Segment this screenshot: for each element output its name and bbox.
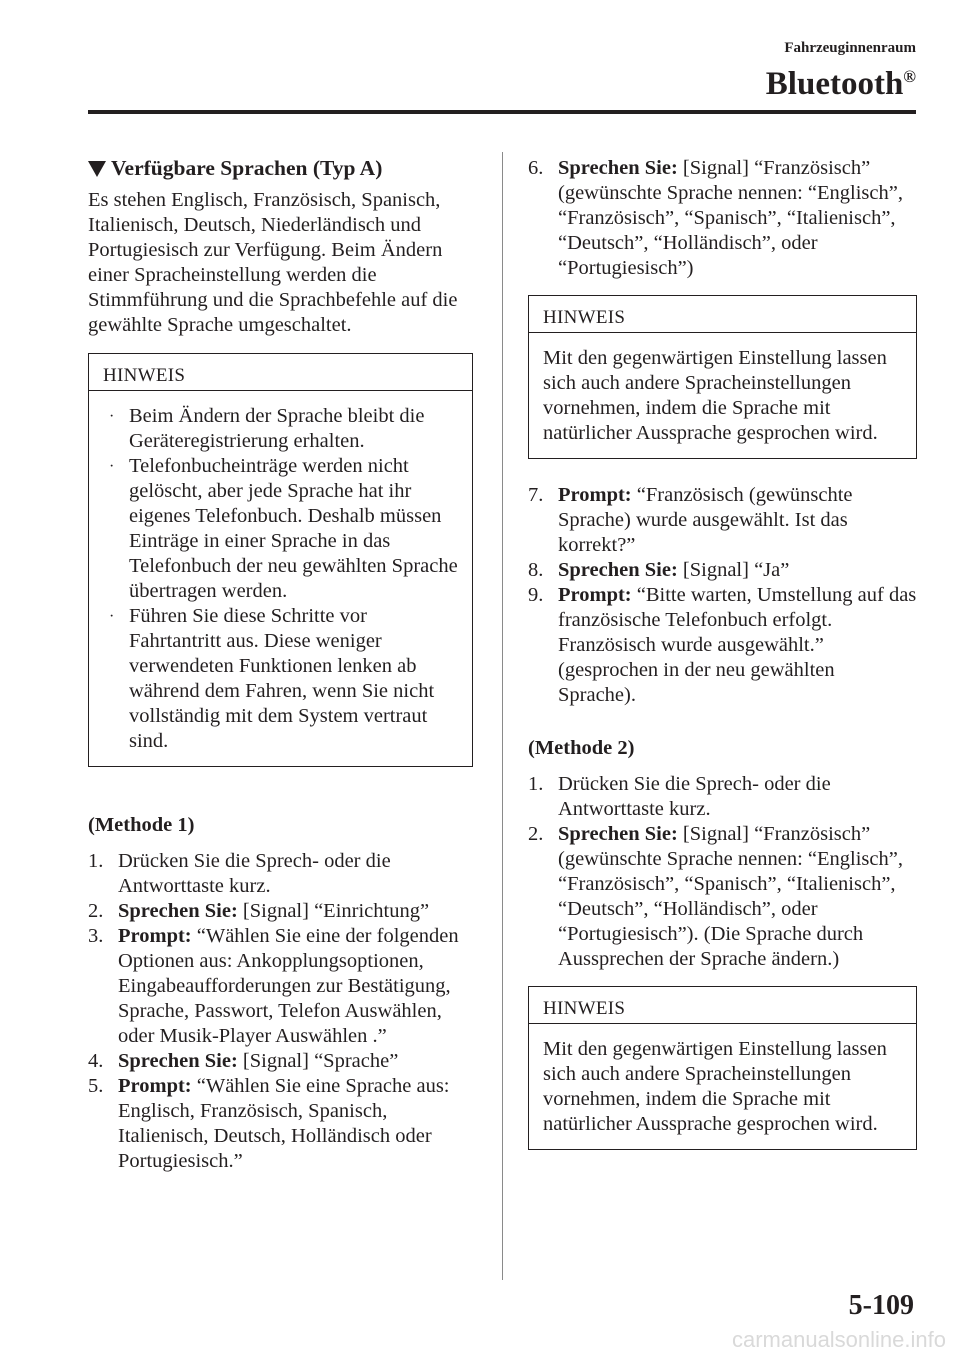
note-box (88, 353, 473, 767)
step-label: Sprechen Sie: (558, 823, 678, 845)
note-box (528, 986, 917, 1150)
step-label: Sprechen Sie: (558, 559, 678, 581)
method-2-heading: (Methode 2) (528, 737, 635, 759)
chapter-title-text: Bluetooth (765, 66, 904, 102)
step-number: 3. (88, 925, 104, 947)
step-number: 7. (528, 484, 544, 506)
step-label: Prompt: (558, 584, 632, 606)
section-heading-text: Verfügbare Sprachen (Typ A) (111, 156, 383, 180)
step-text: “Wählen Sie eine Sprache aus: Englisch, Französisch, Spanisch, Italienisch, Deutsch, Holländisch oder Portugiesisch.” (118, 1075, 450, 1172)
note-title: HINWEIS (529, 296, 916, 333)
step-item (88, 899, 473, 924)
bullet-dot-icon: · (109, 608, 115, 625)
step-number: 1. (528, 773, 544, 795)
section-label: Fahrzeuginnenraum (784, 40, 916, 56)
step-text: Drücken Sie die Sprech- oder die Antworttaste kurz. (118, 850, 391, 897)
step-item (528, 822, 917, 972)
step-label: Prompt: (118, 925, 192, 947)
step-number: 2. (88, 900, 104, 922)
step-text: [Signal] “Französisch” (gewünschte Sprache nennen: “Englisch”, “Französisch”, “Spanisch”, “Italienisch”, “Deutsch”, “Holländisch”, oder “Portugiesisch”). (Die Sprache durch Aussprechen der Sprache ändern.) (558, 823, 903, 970)
note-title: HINWEIS (529, 987, 916, 1024)
step-text: “Französisch (gewünschte Sprache) wurde ausgewählt. Ist das korrekt?” (558, 484, 853, 556)
step-number: 4. (88, 1050, 104, 1072)
note-body: Mit den gegenwärtigen Einstellung lassen sich auch andere Spracheinstellungen vornehmen, indem die Sprache mit natürlicher Aussprache gesprochen wird. (543, 347, 887, 444)
step-item (88, 1049, 473, 1074)
step-number: 1. (88, 850, 104, 872)
left-column (88, 156, 473, 1174)
note-body (89, 391, 472, 766)
chapter-title (766, 59, 916, 102)
note-bullet (103, 404, 458, 454)
step-item (88, 1074, 473, 1174)
step-text: [Signal] “Einrichtung” (237, 900, 430, 922)
triangle-down-icon (88, 161, 106, 177)
right-column (528, 156, 917, 1150)
step-item (528, 772, 917, 822)
bullet-dot-icon: · (109, 458, 115, 475)
page-header (766, 40, 916, 102)
note-title: HINWEIS (89, 354, 472, 391)
page-number: 5-109 (848, 1290, 914, 1321)
step-text: [Signal] “Ja” (677, 559, 790, 581)
step-item (88, 849, 473, 899)
step-text: [Signal] “Sprache” (237, 1050, 399, 1072)
step-number: 2. (528, 823, 544, 845)
note-bullet (103, 604, 458, 754)
note-bullet-text: Telefonbucheinträge werden nicht gelöscht, aber jede Sprache hat ihr eigenes Telefonbuch. Deshalb müssen Einträge in einer Sprache in das Telefonbuch der neu gewählten Sprache übertragen werden. (129, 455, 458, 602)
step-number: 6. (528, 157, 544, 179)
step-item (528, 558, 917, 583)
step-item (528, 583, 917, 708)
step-item (528, 483, 917, 558)
method-1-steps-final (528, 483, 917, 708)
step-label: Sprechen Sie: (558, 157, 678, 179)
note-bullet-text: Beim Ändern der Sprache bleibt die Geräteregistrierung erhalten. (129, 405, 425, 452)
note-bullet (103, 454, 458, 604)
bullet-dot-icon: · (109, 408, 115, 425)
column-divider (502, 152, 503, 1280)
step-text: Drücken Sie die Sprech- oder die Antworttaste kurz. (558, 773, 831, 820)
intro-paragraph: Es stehen Englisch, Französisch, Spanisch, Italienisch, Deutsch, Niederländisch und Portugiesisch zur Verfügung. Beim Ändern einer Spracheinstellung werden die Stimmführung und die Sprachbefehle auf die gewählte Sprache umgeschaltet. (88, 189, 458, 336)
watermark: carmanualsonline.info (731, 1327, 946, 1352)
step-text: [Signal] “Französisch” (gewünschte Sprache nennen: “Englisch”, “Französisch”, “Spanisch”, “Italienisch”, “Deutsch”, “Holländisch”, oder “Portugiesisch”) (558, 157, 903, 279)
method-1-steps-continued (528, 156, 917, 281)
section-heading (88, 156, 473, 181)
step-text: “Bitte warten, Umstellung auf das französische Telefonbuch erfolgt. Französisch wurde ausgewählt.” (gesprochen in der neu gewählten Sprache). (558, 584, 917, 706)
note-bullet-text: Führen Sie diese Schritte vor Fahrtantritt aus. Diese weniger verwendeten Funktionen lenken ab während dem Fahren, wenn Sie nicht vollständig mit dem System vertraut sind. (129, 605, 435, 752)
registered-mark: ® (903, 67, 916, 86)
step-label: Sprechen Sie: (118, 900, 238, 922)
note-body: Mit den gegenwärtigen Einstellung lassen sich auch andere Spracheinstellungen vornehmen, indem die Sprache mit natürlicher Aussprache gesprochen wird. (543, 1038, 887, 1135)
step-number: 5. (88, 1075, 104, 1097)
step-label: Prompt: (118, 1075, 192, 1097)
header-rule (88, 110, 916, 114)
step-item (528, 156, 917, 281)
step-label: Prompt: (558, 484, 632, 506)
method-1-heading: (Methode 1) (88, 814, 195, 836)
step-number: 8. (528, 559, 544, 581)
method-2-steps (528, 772, 917, 972)
step-text: “Wählen Sie eine der folgenden Optionen aus: Ankopplungsoptionen, Eingabeaufforderungen zur Bestätigung, Sprache, Passwort, Telefon Auswählen, oder Musik-Player Auswählen .” (118, 925, 459, 1047)
method-1-steps (88, 849, 473, 1174)
step-number: 9. (528, 584, 544, 606)
step-label: Sprechen Sie: (118, 1050, 238, 1072)
note-box (528, 295, 917, 459)
step-item (88, 924, 473, 1049)
